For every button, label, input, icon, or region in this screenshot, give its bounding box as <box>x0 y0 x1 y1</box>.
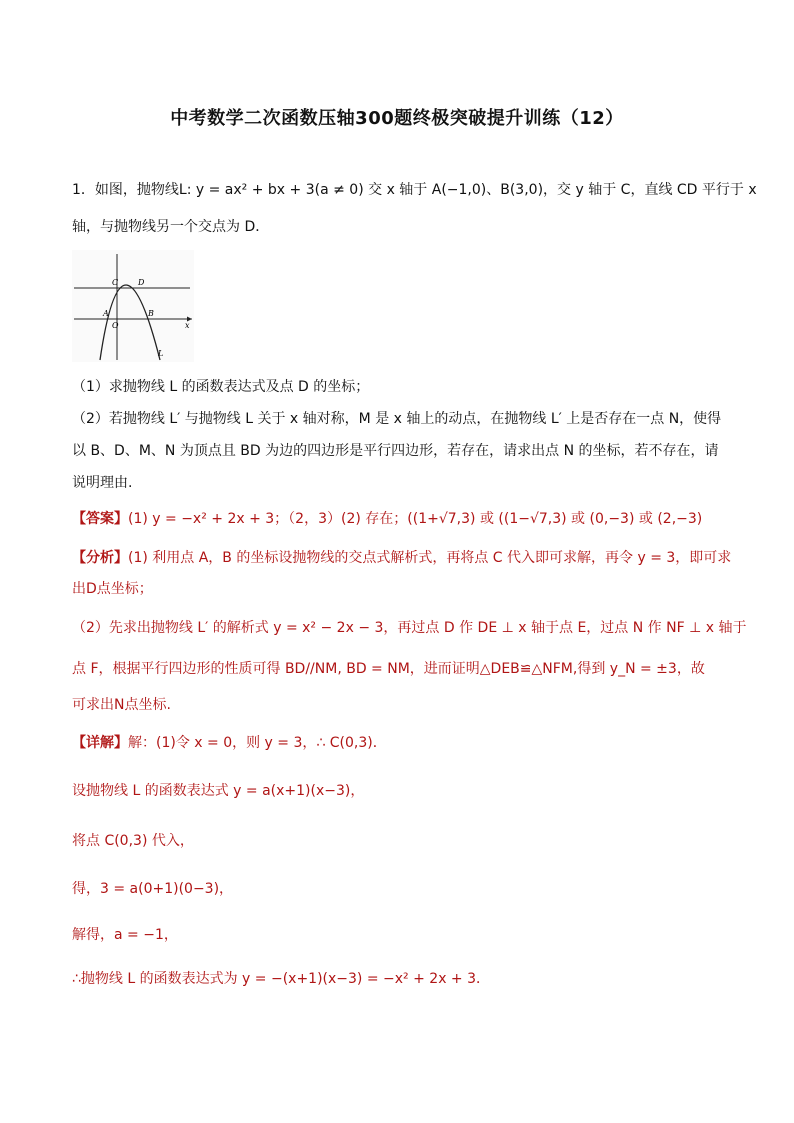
analysis-tag: 【分析】 <box>72 550 128 566</box>
label-x: x <box>185 321 190 330</box>
detail-line-2: 设抛物线 L 的函数表达式 y = a(x+1)(x−3)， <box>72 783 365 799</box>
sub-question-2-line-3: 说明理由. <box>72 475 133 491</box>
parabola-graph <box>72 250 194 362</box>
answer-tag: 【答案】 <box>72 511 128 527</box>
label-a: A <box>103 309 109 318</box>
sub-question-2-line-2: 以 B、D、M、N 为顶点且 BD 为边的四边形是平行四边形，若存在，请求出点 N 的坐标，若不存在，请 <box>72 443 719 459</box>
analysis-line-3: （2）先求出抛物线 L′ 的解析式 y = x² − 2x − 3，再过点 D 作 DE ⊥ x 轴于点 E，过点 N 作 NF ⊥ x 轴于 <box>72 620 747 636</box>
label-o: O <box>112 321 119 330</box>
detail-line-1 <box>72 732 732 754</box>
detail-text-1: 解：(1)令 x = 0，则 y = 3，∴ C(0,3)． <box>128 735 387 751</box>
parabola-figure <box>72 250 194 362</box>
analysis-line-4: 点 F，根据平行四边形的性质可得 BD//NM, BD = NM，进而证明△DEB≌△NFM,得到 y_N = ±3，故 <box>72 661 705 677</box>
detail-line-6: ∴抛物线 L 的函数表达式为 y = −(x+1)(x−3) = −x² + 2x + 3． <box>72 971 491 987</box>
detail-tag: 【详解】 <box>72 735 128 751</box>
detail-line-4: 得，3 = a(0+1)(0−3)， <box>72 881 234 897</box>
sub-question-1: （1）求抛物线 L 的函数表达式及点 D 的坐标； <box>72 379 370 395</box>
question-stem-line-2: 轴，与抛物线另一个交点为 D． <box>72 219 270 235</box>
question-number: 1． <box>72 182 95 198</box>
page-title: 中考数学二次函数压轴300题终极突破提升训练（12） <box>170 108 624 129</box>
detail-line-5: 解得，a = −1， <box>72 927 178 943</box>
sub-question-2-line-1: （2）若抛物线 L′ 与抛物线 L 关于 x 轴对称，M 是 x 轴上的动点，在抛物线 L′ 上是否存在一点 N，使得 <box>72 411 722 427</box>
analysis-text-1: (1) 利用点 A，B 的坐标设抛物线的交点式解析式，再将点 C 代入即可求解，再令 y = 3，即可求 <box>128 550 732 566</box>
label-b: B <box>148 309 154 318</box>
label-c: C <box>112 278 119 287</box>
detail-line-3: 将点 C(0,3) 代入， <box>72 833 194 849</box>
answer-line <box>72 508 732 530</box>
question-stem-text: 如图，抛物线L: y = ax² + bx + 3(a ≠ 0) 交 x 轴于 A(−1,0)、B(3,0)，交 y 轴于 C，直线 CD 平行于 x <box>94 182 757 198</box>
question-stem-line-1 <box>72 179 757 201</box>
analysis-line-1 <box>72 547 732 569</box>
label-l: L <box>158 349 164 358</box>
label-d: D <box>138 278 145 287</box>
answer-text: (1) y = −x² + 2x + 3；（2，3）(2) 存在；((1+√7,3) 或 ((1−√7,3) 或 (0,−3) 或 (2,−3) <box>128 511 703 527</box>
analysis-line-2: 出D点坐标； <box>72 581 153 597</box>
analysis-line-5: 可求出N点坐标. <box>72 697 171 713</box>
